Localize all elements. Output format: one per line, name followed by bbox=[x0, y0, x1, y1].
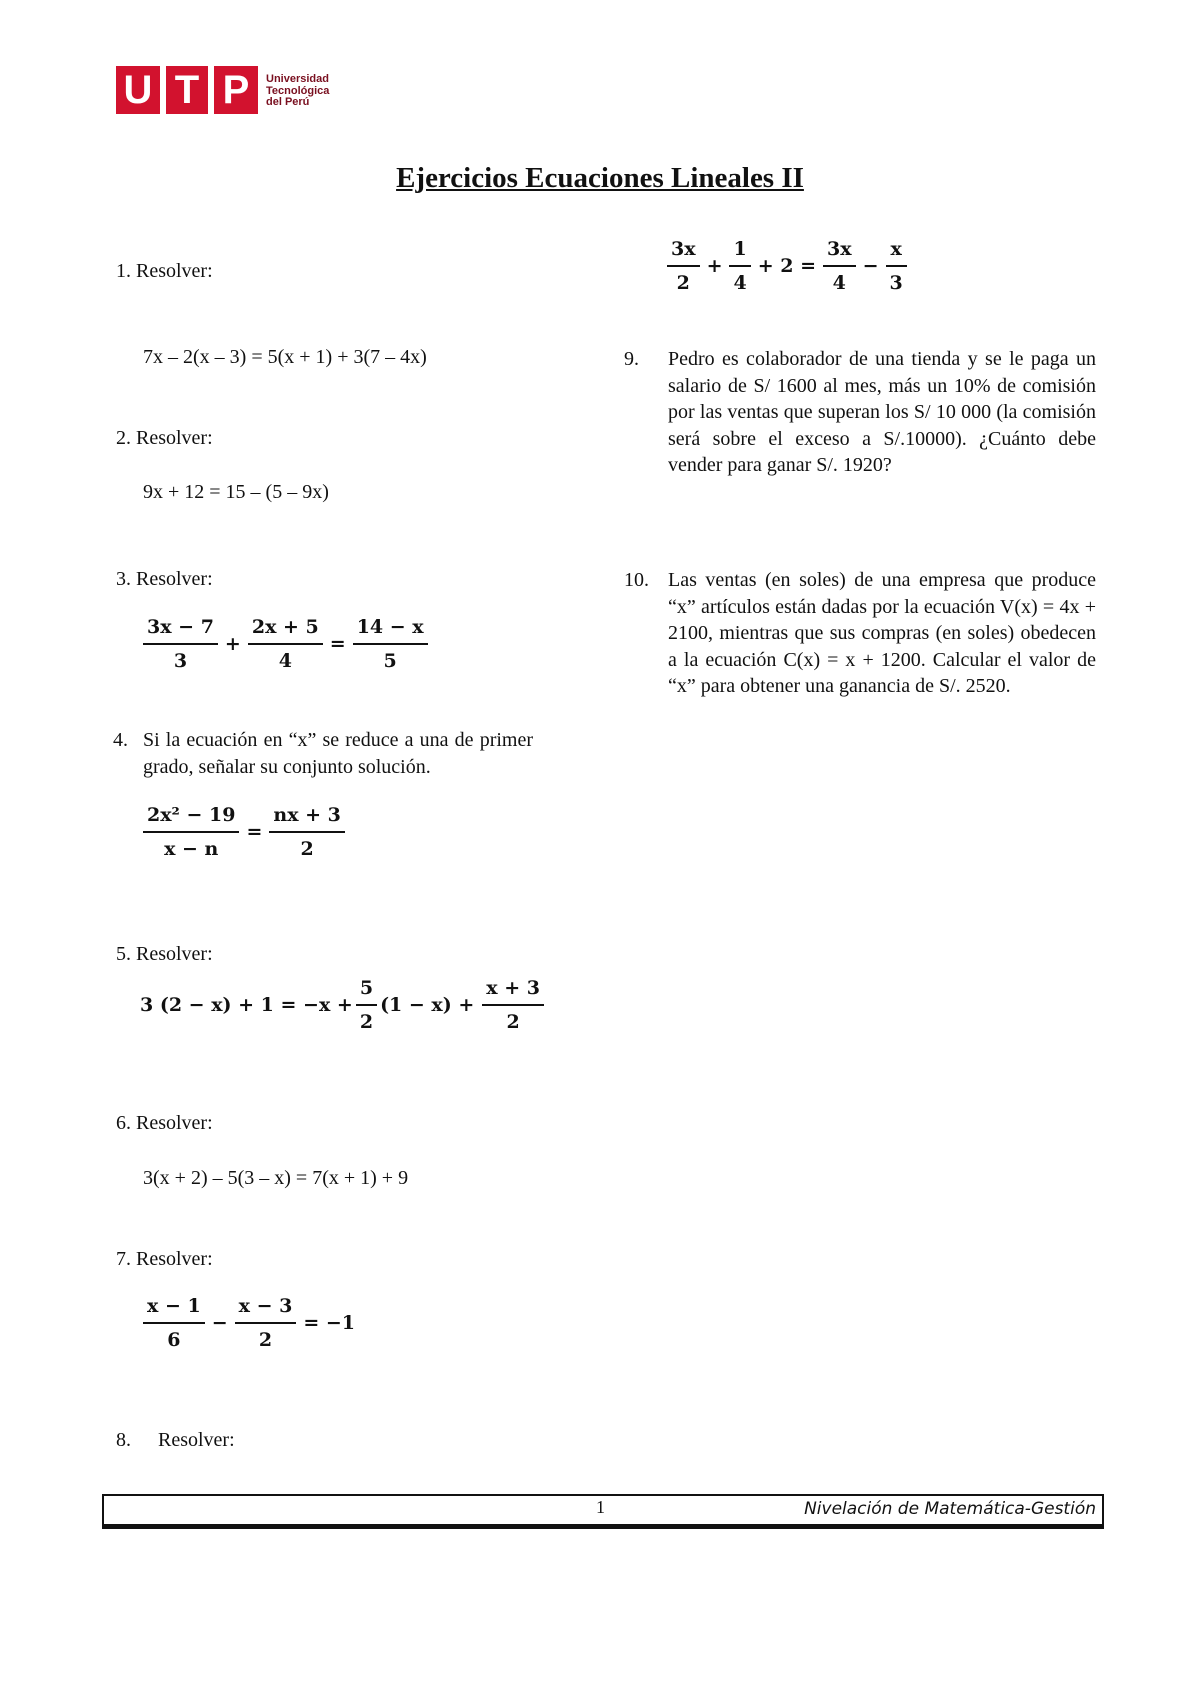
denominator: 2 bbox=[235, 1322, 297, 1351]
denominator: 4 bbox=[248, 643, 323, 672]
expression: (1 − x) + bbox=[380, 994, 475, 1016]
page-title: Ejercicios Ecuaciones Lineales II bbox=[396, 162, 804, 194]
course-name: Nivelación de Matemática-Gestión bbox=[804, 1499, 1096, 1519]
fraction bbox=[886, 238, 907, 294]
denominator: 4 bbox=[823, 265, 856, 294]
expression: = −1 bbox=[303, 1312, 356, 1334]
fraction bbox=[823, 238, 856, 294]
ex5-label: 5. Resolver: bbox=[116, 943, 213, 965]
numerator: x + 3 bbox=[486, 977, 540, 999]
ex6-equation: 3(x + 2) – 5(3 – x) = 7(x + 1) + 9 bbox=[143, 1167, 409, 1189]
denominator: 4 bbox=[729, 265, 750, 294]
operator: = bbox=[246, 821, 263, 843]
ex4-statement bbox=[113, 727, 533, 780]
fraction bbox=[356, 977, 377, 1033]
ex4-equation bbox=[140, 804, 348, 860]
ex1-equation: 7x – 2(x – 3) = 5(x + 1) + 3(7 – 4x) bbox=[143, 346, 427, 368]
ex10-text: Las ventas (en soles) de una empresa que produce “x” artículos están dadas por la ecuación V(x) = 4x + 2100, mientras que sus compras (en soles) obedecen a la ecuación C(x) = x + 1200. Calcular el valor de “x” para obtener una ganancia de S/. 2520. bbox=[668, 569, 1096, 697]
fraction bbox=[482, 977, 544, 1033]
ex4-text: Si la ecuación en “x” se reduce a una de primer grado, señalar su conjunto solución. bbox=[143, 729, 533, 778]
operator: = bbox=[329, 633, 346, 655]
denominator: 2 bbox=[356, 1004, 377, 1033]
ex7-label: 7. Resolver: bbox=[116, 1248, 213, 1270]
logo-line-2: Tecnológica bbox=[266, 84, 330, 97]
operator: − bbox=[862, 255, 879, 277]
denominator: x − n bbox=[143, 831, 239, 860]
numerator: 2x² − 19 bbox=[147, 804, 236, 826]
fraction bbox=[353, 616, 428, 672]
logo-letter-t: T bbox=[166, 66, 208, 114]
ex10-statement bbox=[624, 567, 1096, 700]
denominator: 3 bbox=[886, 265, 907, 294]
numerator: 3x bbox=[671, 238, 696, 260]
denominator: 2 bbox=[667, 265, 700, 294]
logo-line-1: Universidad bbox=[266, 73, 329, 85]
ex8-label: Resolver: bbox=[158, 1429, 235, 1451]
ex10-number: 10. bbox=[624, 569, 649, 591]
fraction bbox=[667, 238, 700, 294]
numerator: nx + 3 bbox=[273, 804, 341, 826]
fraction bbox=[729, 238, 750, 294]
operator: − bbox=[211, 1312, 228, 1334]
denominator: 5 bbox=[353, 643, 428, 672]
numerator: 5 bbox=[359, 977, 374, 999]
numerator: 3x − 7 bbox=[147, 616, 214, 638]
fraction bbox=[235, 1295, 297, 1351]
ex3-equation bbox=[140, 616, 431, 672]
operator: + bbox=[224, 633, 241, 655]
expression: + 2 = bbox=[757, 255, 817, 277]
logo-brand-text bbox=[266, 74, 376, 109]
denominator: 2 bbox=[269, 831, 345, 860]
numerator: x − 1 bbox=[147, 1295, 201, 1317]
ex3-label: 3. Resolver: bbox=[116, 568, 213, 590]
ex5-equation bbox=[140, 977, 547, 1033]
numerator: x bbox=[890, 238, 902, 260]
ex9-number: 9. bbox=[624, 348, 639, 370]
ex9-text: Pedro es colaborador de una tienda y se le paga un salario de S/ 1600 al mes, más un 10% de comisión por las ventas que superan los S/ 10 000 (la comisión será sobre el exceso a S/.10000). ¿Cuánto debe vender para ganar S/. 1920? bbox=[668, 348, 1096, 476]
expression: 3 (2 − x) + 1 = −x + bbox=[140, 994, 353, 1016]
numerator: 1 bbox=[733, 238, 747, 260]
fraction bbox=[143, 804, 239, 860]
ex2-label: 2. Resolver: bbox=[116, 427, 213, 449]
numerator: 14 − x bbox=[356, 616, 424, 638]
ex6-label: 6. Resolver: bbox=[116, 1112, 213, 1134]
logo-line-3: del Perú bbox=[266, 96, 310, 108]
ex4-number: 4. bbox=[113, 729, 128, 751]
denominator: 6 bbox=[143, 1322, 205, 1351]
denominator: 2 bbox=[482, 1004, 544, 1033]
ex1-label: 1. Resolver: bbox=[116, 260, 213, 282]
ex8-number: 8. bbox=[116, 1429, 131, 1451]
ex8-equation bbox=[664, 238, 910, 294]
logo-letter-p: P bbox=[214, 66, 258, 114]
numerator: 3x bbox=[827, 238, 852, 260]
denominator: 3 bbox=[143, 643, 218, 672]
numerator: x − 3 bbox=[238, 1295, 293, 1317]
fraction bbox=[248, 616, 323, 672]
ex7-equation bbox=[140, 1295, 359, 1351]
operator: + bbox=[706, 255, 723, 277]
numerator: 2x + 5 bbox=[251, 616, 319, 638]
ex2-equation: 9x + 12 = 15 – (5 – 9x) bbox=[143, 481, 329, 503]
page-number: 1 bbox=[596, 1497, 605, 1517]
logo-letter-u: U bbox=[116, 66, 160, 114]
ex9-statement bbox=[624, 346, 1096, 479]
fraction bbox=[143, 1295, 205, 1351]
fraction bbox=[269, 804, 345, 860]
fraction bbox=[143, 616, 218, 672]
